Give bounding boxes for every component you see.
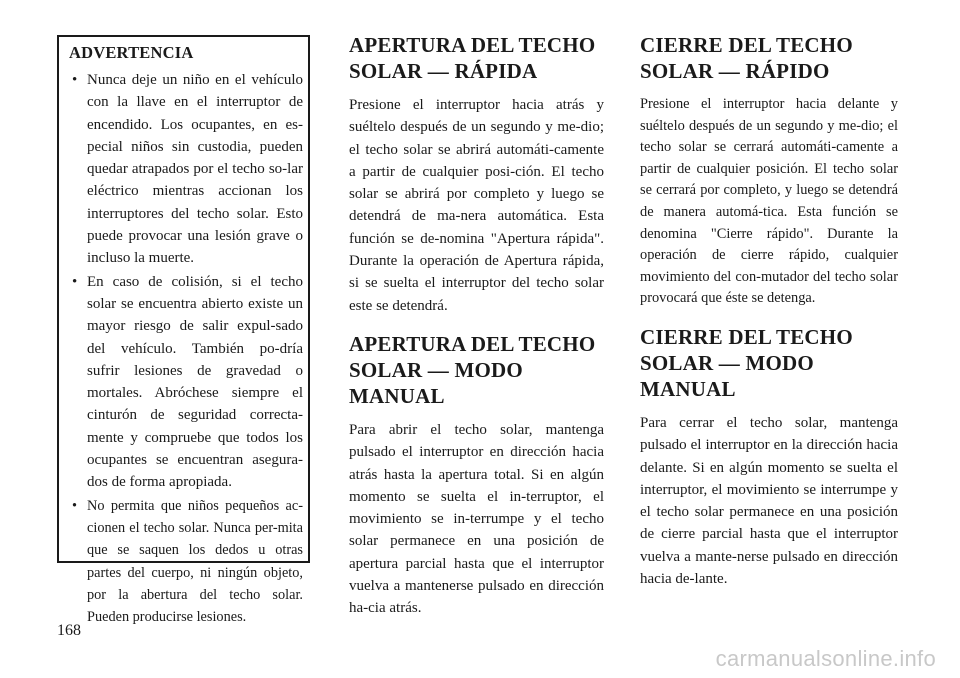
bullet-icon: •: [72, 497, 78, 514]
watermark-text: carmanualsonline.info: [715, 646, 936, 671]
column-middle: [349, 32, 604, 634]
section-body-open-manual: Para abrir el techo solar, mantenga pulsado el interruptor en dirección hacia atrás hasta la apertura total. Si en algún momento se suelta el in-terruptor, el movimiento se in-terrumpe y el techo solar permanece en una posición de apertura parcial hasta que el interruptor vuelva a mantenerse pulsado en dirección ha-cia atrás.: [349, 421, 604, 617]
warning-item: [67, 495, 303, 629]
bullet-icon: •: [72, 72, 78, 88]
section-heading-open-express: APERTURA DEL TECHO SOLAR — RÁPIDA: [349, 33, 596, 83]
warning-item-text: No permita que niños pequeños ac-cionen el techo solar. Nunca per-mita que se saquen los dedos u otras partes del cuerpo, ni ningún objeto, por la abertura del techo solar. Pueden producirse lesiones.: [87, 497, 303, 626]
section-body-close-express: Presione el interruptor hacia delante y suéltelo después de un segundo y me-dio; el techo solar se cerrará automáti-camente a partir de cualquier posición. El techo solar se cerrará por completo, y luego se detendrá de manera automá-tica. Esta función se denomina "Cierre rápido". Durante la operación de cierre rápido, cualquier movimiento del con-mutador del techo solar provocará que éste se detenga.: [640, 96, 898, 307]
warning-item-text: En caso de colisión, si el techo solar se encuentra abierto existe un mayor riesgo de salir expul-sado del vehículo. También po-dría sufrir lesiones de gravedad o mortales. Abróchese siempre el cinturón de seguridad correcta-mente y compruebe que todos los ocupantes se encuentran asegura-dos de forma apropiada.: [87, 273, 303, 491]
warning-list: [67, 69, 303, 628]
section-heading-open-manual: APERTURA DEL TECHO SOLAR — MODO MANUAL: [349, 331, 596, 408]
page-number: 168: [57, 622, 81, 639]
warning-item: [67, 271, 303, 494]
column-right: [640, 32, 898, 604]
bullet-icon: •: [72, 273, 78, 290]
section-body-open-express: Presione el interruptor hacia atrás y suéltelo después de un segundo y me-dio; el techo solar se abrirá automáti-camente a partir de cualquier posi-ción. El techo solar se abrirá por completo y luego se detendrá de ma-nera automática. Esta función se de-nomina "Apertura rápida". Durante la operación de Apertura rápida, si se suelta el interruptor del techo solar este se detendrá.: [349, 97, 604, 314]
warning-title: ADVERTENCIA: [69, 43, 194, 62]
warning-item: [67, 69, 303, 270]
warning-item-text: Nunca deje un niño en el vehículo con la llave en el interruptor de encendido. Los ocupantes, en es-pecial niños sin custodia, pueden quedar atrapados por el techo so-lar eléctrico mientras accionan los interruptores del techo solar. Esto puede provocar una lesión grave o incluso la muerte.: [87, 72, 303, 267]
section-heading-close-express: CIERRE DEL TECHO SOLAR — RÁPIDO: [640, 33, 853, 83]
warning-box: [57, 35, 310, 626]
section-body-close-manual: Para cerrar el techo solar, mantenga pulsado el interruptor en la dirección hacia delante. Si en algún momento se suelta el interruptor, el movimiento se interrumpe y el techo solar permanece en una posición de cierre parcial hasta que el interruptor vuelva a mante-nerse pulsado en dirección hacia de-lante.: [640, 414, 898, 588]
section-heading-close-manual: CIERRE DEL TECHO SOLAR — MODO MANUAL: [640, 324, 853, 401]
